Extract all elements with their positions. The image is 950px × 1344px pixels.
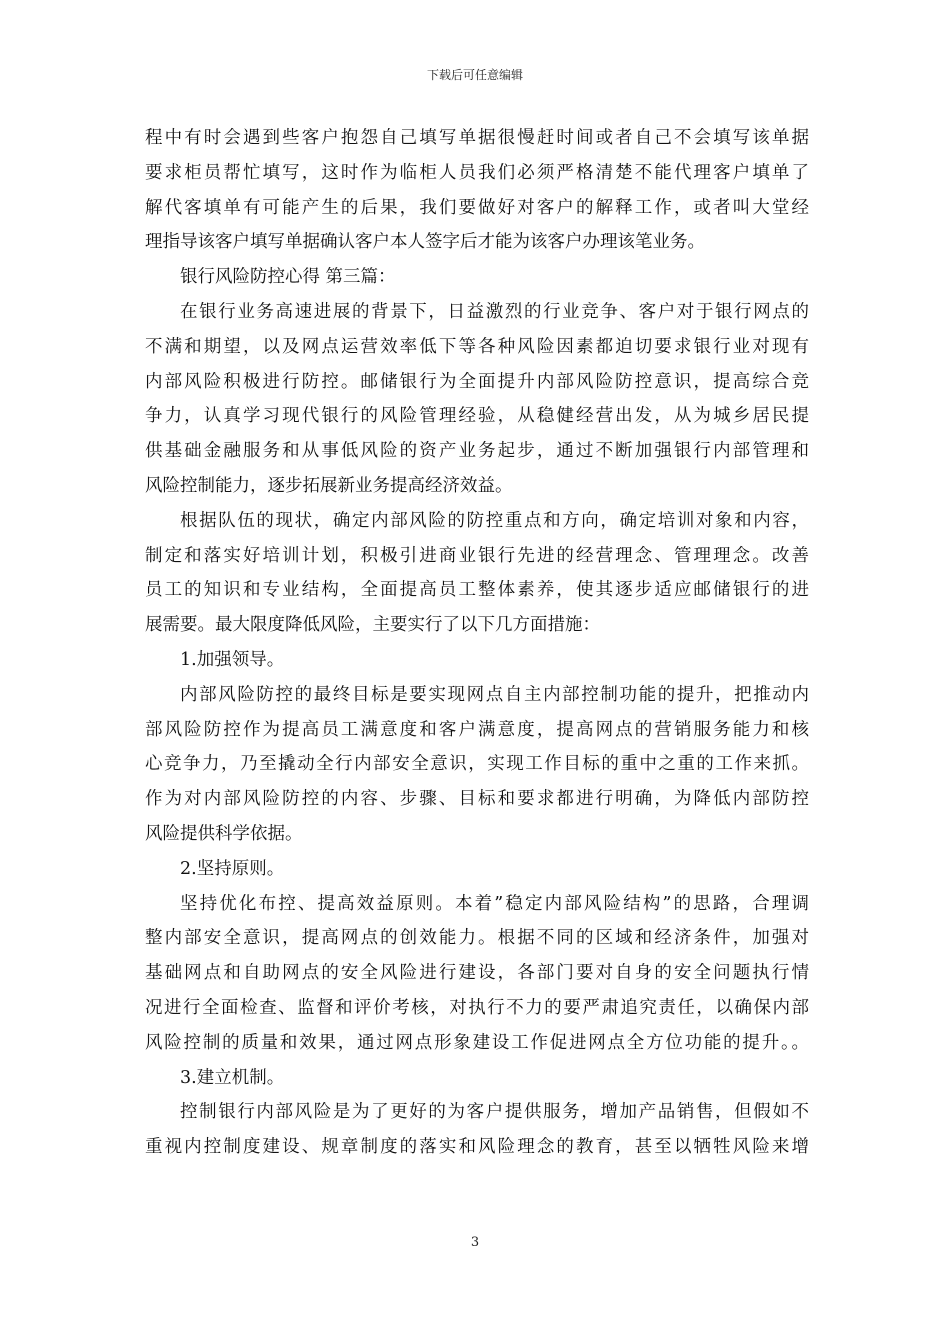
text-line: 坚持优化布控、提高效益原则。本着”稳定内部风险结构”的思路，合理调 (180, 893, 809, 914)
text-line: 程中有时会遇到些客户抱怨自己填写单据很慢赶时间或者自己不会填写该单据 (145, 128, 809, 148)
text-line: 1.加强领导。 (180, 649, 285, 670)
text-line: 银行风险防控心得 第三篇： (180, 267, 396, 288)
text-line: 在银行业务高速进展的背景下，日益激烈的行业竞争、客户对于银行网点的 (180, 301, 809, 322)
text-line: 供基础金融服务和从事低风险的资产业务起步，通过不断加强银行内部管理和 (145, 441, 809, 462)
text-line: 内部风险防控的最终目标是要实现网点自主内部控制功能的提升，把推动内 (180, 684, 809, 705)
text-line: 3.建立机制。 (180, 1067, 285, 1088)
text-line: 况进行全面检查、监督和评价考核，对执行不力的要严肃追究责任，以确保内部 (145, 997, 809, 1018)
text-line: 2.坚持原则。 (180, 858, 285, 879)
text-line: 不满和期望，以及网点运营效率低下等各种风险因素都迫切要求银行业对现有 (145, 336, 809, 357)
text-line: 整内部安全意识，提高网点的创效能力。根据不同的区域和经济条件，加强对 (145, 928, 809, 949)
text-line: 解代客填单有可能产生的后果，我们要做好对客户的解释工作，或者叫大堂经 (145, 197, 809, 218)
text-line: 要求柜员帮忙填写，这时作为临柜人员我们必须严格清楚不能代理客户填单了 (145, 162, 809, 183)
text-line: 控制银行内部风险是为了更好的为客户提供服务，增加产品销售，但假如不 (180, 1102, 809, 1123)
text-line: 风险提供科学依据。 (145, 823, 303, 844)
text-line: 重视内控制度建设、规章制度的落实和风险理念的教育，甚至以牺牲风险来增 (145, 1137, 809, 1158)
page-header: 下载后可任意编辑 (426, 68, 523, 82)
text-line: 作为对内部风险防控的内容、步骤、目标和要求都进行明确，为降低内部防控 (145, 789, 809, 810)
text-line: 部风险防控作为提高员工满意度和客户满意度，提高网点的营销服务能力和核 (145, 719, 809, 740)
text-line: 心竞争力，乃至撬动全行内部安全意识，实现工作目标的重中之重的工作来抓。 (145, 754, 809, 775)
text-line: 内部风险积极进行防控。邮储银行为全面提升内部风险防控意识，提高综合竞 (145, 371, 809, 392)
text-line: 制定和落实好培训计划，积极引进商业银行先进的经营理念、管理理念。改善 (145, 545, 809, 566)
page-number: 3 (470, 1235, 480, 1250)
text-line: 风险控制能力，逐步拓展新业务提高经济效益。 (145, 475, 513, 496)
text-line: 基础网点和自助网点的安全风险进行建设，各部门要对自身的安全问题执行情 (145, 963, 809, 984)
text-line: 根据队伍的现状，确定内部风险的防控重点和方向，确定培训对象和内容， (180, 510, 809, 531)
text-line: 理指导该客户填写单据确认客户本人签字后才能为该客户办理该笔业务。 (145, 232, 705, 253)
text-line: 争力，认真学习现代银行的风险管理经验，从稳健经营出发，从为城乡居民提 (145, 406, 809, 427)
body-text (145, 121, 809, 1165)
text-line: 风险控制的质量和效果，通过网点形象建设工作促进网点全方位功能的提升。。 (145, 1032, 809, 1053)
text-line: 展需要。最大限度降低风险，主要实行了以下几方面措施： (145, 615, 600, 636)
text-line: 员工的知识和专业结构，全面提高员工整体素养，使其逐步适应邮储银行的进 (145, 580, 809, 601)
